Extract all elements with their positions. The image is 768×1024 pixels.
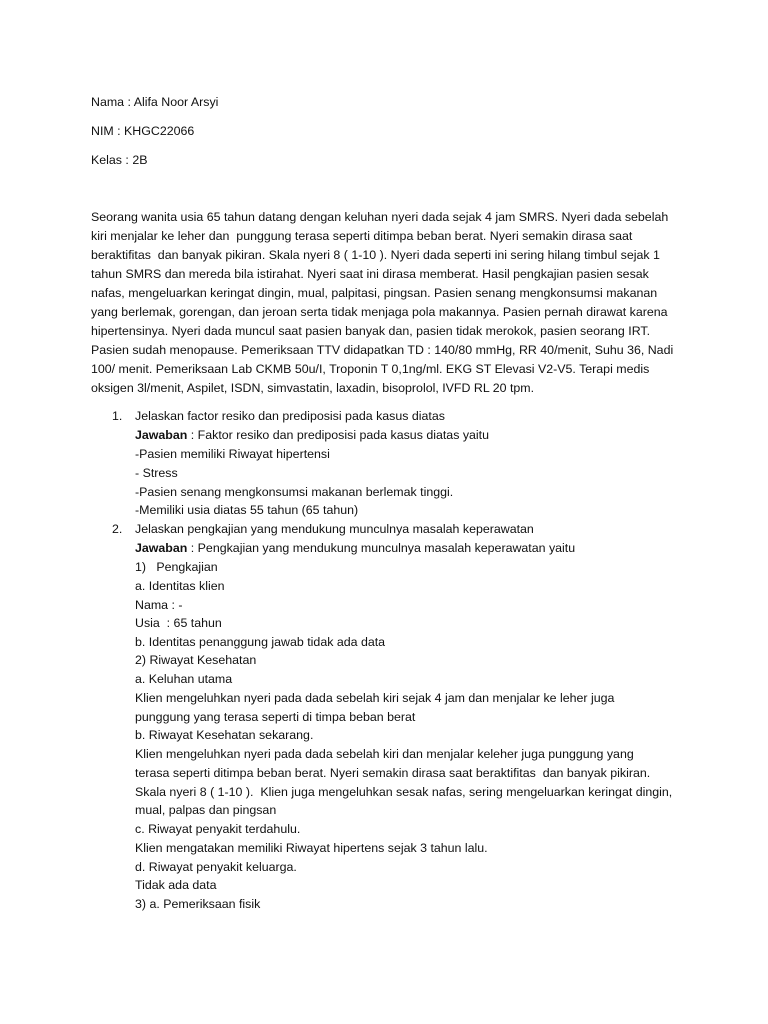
answer-intro [135, 427, 489, 443]
answer-line: a. Keluhan utama [135, 672, 233, 686]
case-line: oksigen 3l/menit, Aspilet, ISDN, simvastatin, laxadin, bisoprolol, IVFD RL 20 tpm. [91, 381, 535, 395]
answer-line: punggung yang terasa seperti di timpa beban berat [135, 710, 416, 724]
case-line: nafas, mengeluarkan keringat dingin, mual, palpitasi, pingsan. Pasien senang mengkonsumsi makanan [91, 286, 658, 300]
case-line: 100/ menit. Pemeriksaan Lab CKMB 50u/I, Troponin T 0,1ng/ml. EKG ST Elevasi V2-V5. Terapi medis [91, 362, 650, 376]
answer-line: a. Identitas klien [135, 579, 225, 593]
answer-item: -Pasien memiliki Riwayat hipertensi [135, 447, 330, 461]
answer-line: d. Riwayat penyakit keluarga. [135, 860, 297, 874]
answer-line: 2) Riwayat Kesehatan [135, 653, 257, 667]
question-number: 1. [112, 409, 123, 423]
answer-text: : Faktor resiko dan prediposisi pada kasus diatas yaitu [187, 428, 490, 442]
case-line: tahun SMRS dan mereda bila istirahat. Nyeri saat ini dirasa memberat. Hasil pengkajian pasien sesak [91, 267, 649, 281]
answer-line: 3) a. Pemeriksaan fisik [135, 897, 261, 911]
student-nim: NIM : KHGC22066 [91, 124, 195, 138]
answer-line: Klien mengeluhkan nyeri pada dada sebelah kiri dan menjalar keleher juga punggung yang [135, 747, 634, 761]
answer-line: terasa seperti ditimpa beban berat. Nyeri semakin dirasa saat beraktifitas dan banyak pikiran. [135, 766, 651, 780]
answer-item: -Memiliki usia diatas 55 tahun (65 tahun) [135, 503, 359, 517]
answer-intro [135, 540, 575, 556]
answer-label: Jawaban [135, 428, 188, 442]
case-line: Pasien sudah menopause. Pemeriksaan TTV didapatkan TD : 140/80 mmHg, RR 40/menit, Suhu 36, Nadi [91, 343, 674, 357]
student-class: Kelas : 2B [91, 153, 148, 167]
answer-line: c. Riwayat penyakit terdahulu. [135, 822, 301, 836]
case-line: kiri menjalar ke leher dan punggung terasa seperti ditimpa beban berat. Nyeri semakin dirasa saat [91, 229, 633, 243]
question-number: 2. [112, 522, 123, 536]
answer-item: - Stress [135, 466, 178, 480]
student-name: Nama : Alifa Noor Arsyi [91, 95, 219, 109]
case-line: hipertensinya. Nyeri dada muncul saat pasien banyak dan, pasien tidak merokok, pasien seorang IRT. [91, 324, 651, 338]
case-line: beraktifitas dan banyak pikiran. Skala nyeri 8 ( 1-10 ). Nyeri dada seperti ini sering hilang timbul sejak 1 [91, 248, 660, 262]
answer-line: Usia : 65 tahun [135, 616, 222, 630]
answer-line: b. Riwayat Kesehatan sekarang. [135, 728, 314, 742]
answer-line: Skala nyeri 8 ( 1-10 ). Klien juga mengeluhkan sesak nafas, sering mengeluarkan keringat dingin, [135, 785, 673, 799]
answer-line: Tidak ada data [135, 878, 217, 892]
answer-label: Jawaban [135, 541, 188, 555]
case-line: yang berlemak, gorengan, dan jeroan serta tidak menjaga pola makannya. Pasien pernah dirawat karena [91, 305, 668, 319]
answer-line: b. Identitas penanggung jawab tidak ada data [135, 635, 386, 649]
answer-line: Klien mengeluhkan nyeri pada dada sebelah kiri sejak 4 jam dan menjalar ke leher juga [135, 691, 615, 705]
question-text: Jelaskan pengkajian yang mendukung munculnya masalah keperawatan [135, 522, 534, 536]
answer-line: Klien mengatakan memiliki Riwayat hipertens sejak 3 tahun lalu. [135, 841, 488, 855]
answer-line: Nama : - [135, 598, 183, 612]
question-text: Jelaskan factor resiko dan prediposisi pada kasus diatas [135, 409, 445, 423]
case-line: Seorang wanita usia 65 tahun datang dengan keluhan nyeri dada sejak 4 jam SMRS. Nyeri dada sebelah [91, 210, 669, 224]
answer-line: mual, palpas dan pingsan [135, 803, 277, 817]
answer-item: -Pasien senang mengkonsumsi makanan berlemak tinggi. [135, 485, 454, 499]
answer-text: : Pengkajian yang mendukung munculnya masalah keperawatan yaitu [187, 541, 576, 555]
answer-line: 1) Pengkajian [135, 560, 218, 574]
